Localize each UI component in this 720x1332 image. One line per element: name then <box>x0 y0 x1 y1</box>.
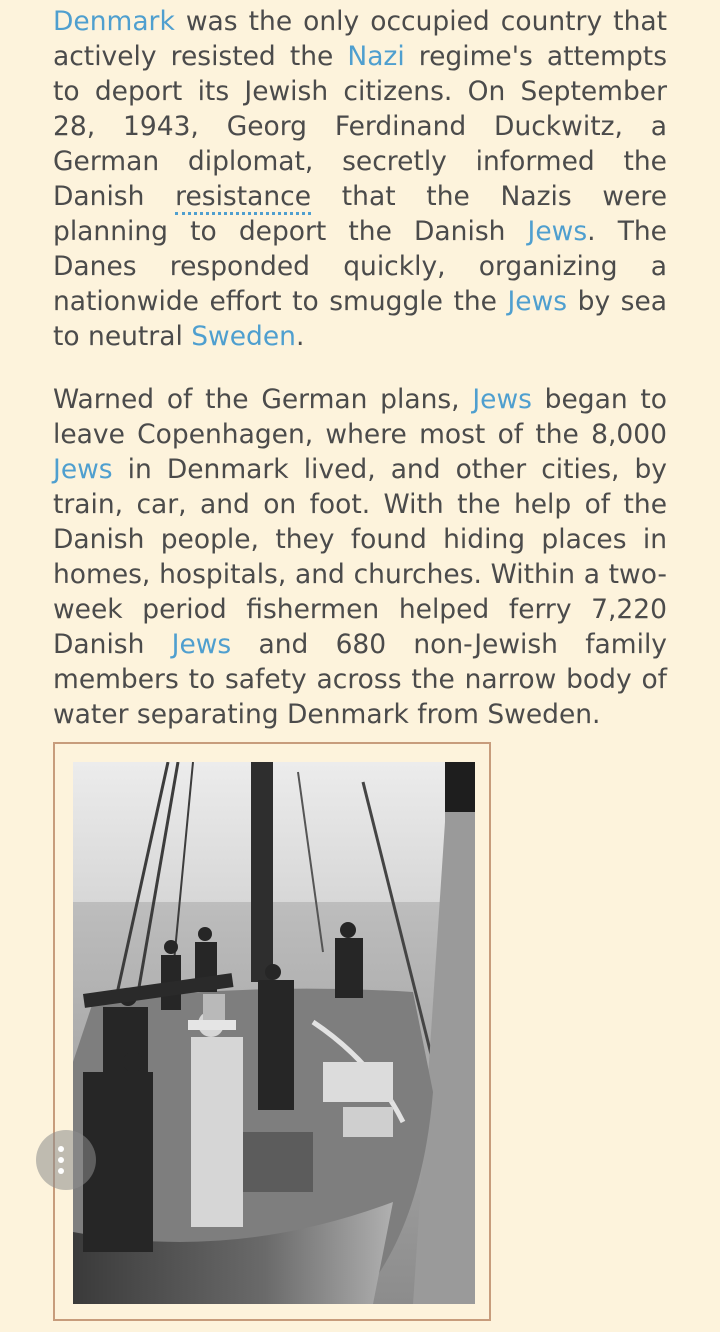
boat-photo-image <box>73 762 475 1304</box>
article-body <box>53 4 667 732</box>
paragraph-text: was the only occupied country that actively resisted the <box>53 6 667 72</box>
paragraph-text: by sea to neutral <box>53 286 668 352</box>
paragraph-text: . <box>295 321 305 352</box>
paragraph-text: and 680 non-Jewish family members to safety across the narrow body of water separating Denmark from Sweden. <box>53 629 667 730</box>
glossary-term-resistance[interactable]: resistance <box>175 181 311 215</box>
boat-photo[interactable] <box>73 762 475 1304</box>
drag-handle[interactable] <box>36 1130 96 1190</box>
paragraph-text: Warned of the German plans, <box>53 384 473 415</box>
paragraph-text: that the Nazis were planning to deport the Danish <box>53 181 668 247</box>
paragraph-text: regime's attempts to deport its Jewish citizens. On September 28, 1943, Georg Ferdinand Duckwitz, a German diplomat, secretly informed the Danish <box>53 41 667 212</box>
link-nazi[interactable]: Nazi <box>347 41 405 72</box>
paragraph-text: began to leave Copenhagen, where most of the 8,000 <box>53 384 667 450</box>
link-denmark[interactable]: Denmark <box>53 6 175 37</box>
paragraph-1 <box>53 4 667 354</box>
more-vertical-icon <box>58 1146 64 1174</box>
paragraph-2 <box>53 382 667 732</box>
link-jews[interactable]: Jews <box>171 629 232 660</box>
paragraph-text: in Denmark lived, and other cities, by train, car, and on foot. With the help of the Danish people, they found hiding places in homes, hospitals, and churches. Within a two-week period fishermen helped ferry 7,220 Danish <box>53 454 667 660</box>
link-jews[interactable]: Jews <box>527 216 588 247</box>
paragraph-text: . The Danes responded quickly, organizing a nationwide effort to smuggle the <box>53 216 667 317</box>
figure-frame <box>53 742 491 1321</box>
link-jews[interactable]: Jews <box>507 286 568 317</box>
link-jews[interactable]: Jews <box>472 384 532 415</box>
link-sweden[interactable]: Sweden <box>191 321 296 352</box>
link-jews[interactable]: Jews <box>53 454 113 485</box>
